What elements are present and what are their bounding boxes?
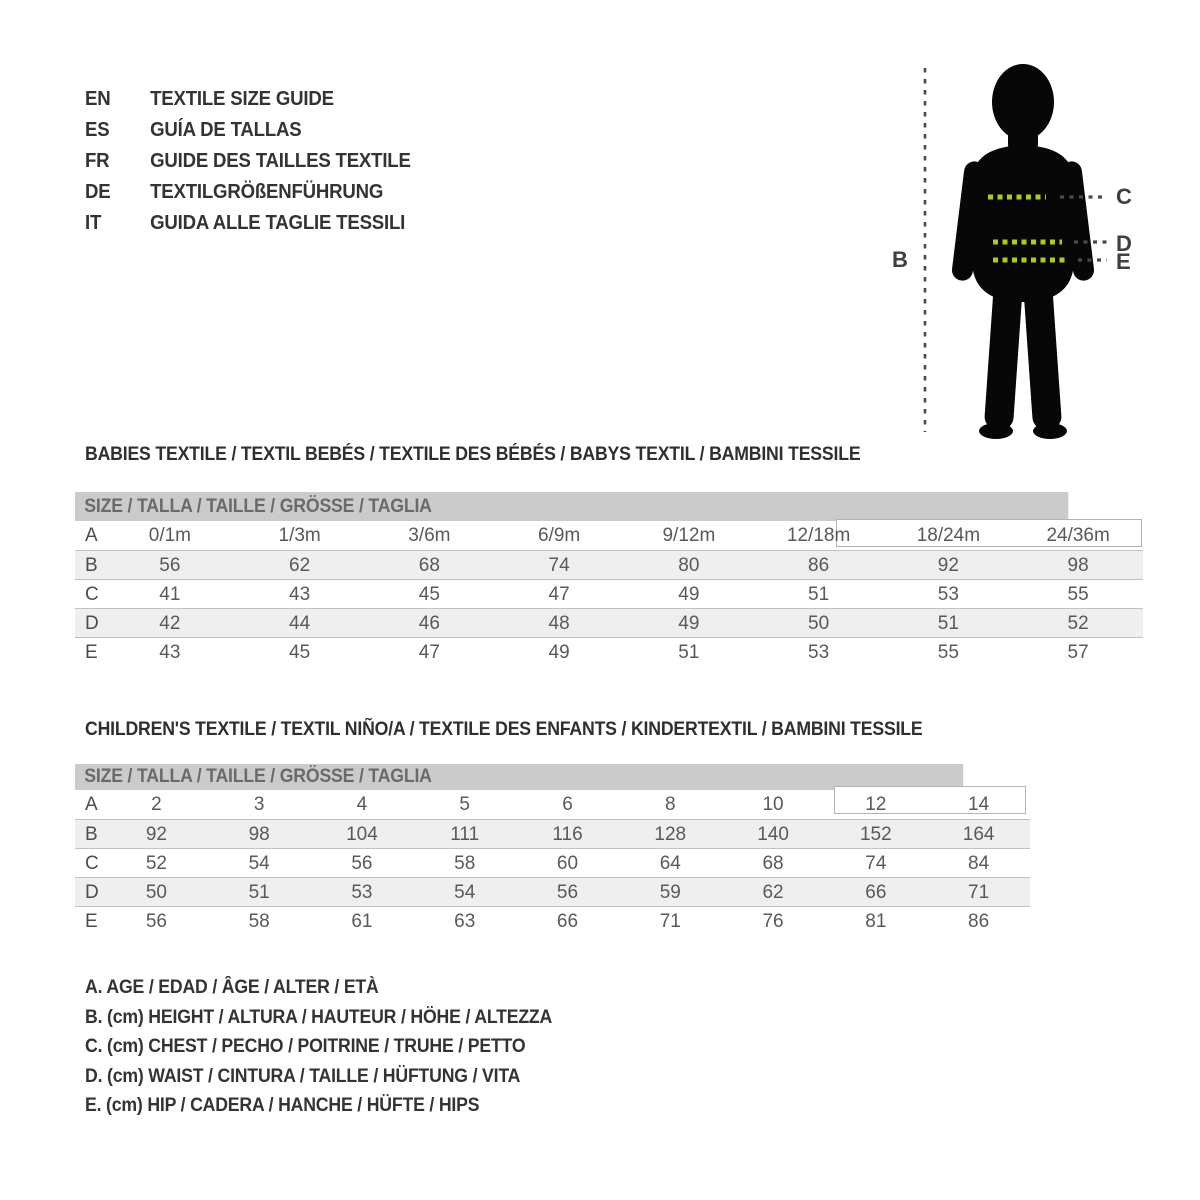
legend-line: C. (cm) CHEST / PECHO / POITRINE / TRUHE / PETTO	[85, 1036, 526, 1057]
size-value-cell: 152	[859, 824, 892, 845]
table-row	[75, 637, 1143, 666]
size-value-cell: 62	[762, 882, 784, 903]
table-row	[75, 819, 1030, 848]
size-value-cell: 62	[289, 555, 311, 576]
size-value-cell: 61	[351, 911, 373, 932]
children-section-heading: CHILDREN'S TEXTILE / TEXTIL NIÑO/A / TEXTILE DES ENFANTS / KINDERTEXTIL / BAMBINI TESSILE	[85, 719, 923, 740]
size-value-cell: 12/18m	[786, 525, 851, 546]
size-value-cell: 53	[937, 584, 959, 605]
size-value-cell: 49	[678, 584, 700, 605]
size-value-cell: 74	[865, 853, 887, 874]
size-value-cell: 164	[962, 824, 995, 845]
size-value-cell: 64	[659, 853, 681, 874]
legend-line: B. (cm) HEIGHT / ALTURA / HAUTEUR / HÖHE / ALTEZZA	[85, 1006, 553, 1028]
size-value-cell: 111	[450, 824, 480, 845]
size-value-cell: 59	[659, 882, 681, 903]
table-row	[75, 877, 1030, 906]
size-value-cell: 66	[556, 911, 579, 932]
table-row	[75, 608, 1143, 637]
size-value-cell: 51	[808, 584, 830, 605]
child-silhouette-diagram	[860, 40, 1200, 460]
size-value-cell: 50	[145, 882, 167, 903]
size-value-cell: 49	[678, 613, 700, 634]
size-value-cell: 56	[351, 853, 373, 874]
child-silhouette-icon	[951, 64, 1095, 439]
size-value-cell: 84	[968, 853, 990, 874]
size-value-cell: 81	[865, 911, 887, 932]
size-value-cell: 24/36m	[1046, 525, 1110, 546]
figure-label-height: B	[892, 247, 908, 272]
language-guide-title: GUIDE DES TAILLES TEXTILE	[150, 150, 411, 172]
size-value-cell: 3/6m	[408, 525, 451, 546]
language-code: IT	[85, 212, 102, 234]
language-title-list	[85, 84, 411, 239]
table-row	[75, 906, 1030, 935]
size-value-cell: 3	[253, 794, 265, 815]
size-value-cell: 68	[418, 555, 440, 576]
size-value-cell: 4	[356, 794, 368, 815]
size-value-cell: 53	[351, 882, 373, 903]
language-guide-title: TEXTILE SIZE GUIDE	[150, 88, 334, 110]
size-value-cell: 6	[562, 794, 573, 815]
size-value-cell: 58	[454, 853, 476, 874]
size-value-cell: 57	[1067, 642, 1089, 663]
size-value-cell: 8	[664, 794, 676, 815]
size-value-cell: 51	[678, 642, 700, 663]
size-value-cell: 54	[248, 853, 270, 874]
row-label: E	[85, 642, 98, 663]
size-value-cell: 50	[808, 613, 830, 634]
size-value-cell: 71	[968, 882, 990, 903]
size-value-cell: 56	[556, 882, 579, 903]
children-highlight-box	[834, 786, 1026, 814]
size-value-cell: 45	[289, 642, 311, 663]
size-value-cell: 51	[937, 613, 959, 634]
size-value-cell: 58	[248, 911, 270, 932]
size-value-cell: 104	[346, 824, 378, 845]
language-row	[85, 115, 411, 146]
size-value-cell: 63	[454, 911, 476, 932]
row-label: B	[85, 824, 98, 845]
row-label: C	[85, 584, 99, 605]
figure-label-waist: D	[1116, 231, 1132, 256]
table-row	[75, 579, 1143, 608]
figure-label-chest: C	[1116, 184, 1132, 209]
size-value-cell: 55	[1067, 584, 1089, 605]
size-value-cell: 54	[454, 882, 476, 903]
babies-size-table	[75, 492, 1143, 666]
row-label: D	[85, 882, 99, 903]
table-row	[75, 848, 1030, 877]
size-value-cell: 76	[762, 911, 784, 932]
size-value-cell: 12	[865, 794, 887, 815]
language-guide-title: GUÍA DE TALLAS	[150, 119, 302, 141]
size-value-cell: 60	[556, 853, 579, 874]
size-value-cell: 98	[1067, 555, 1089, 576]
row-label: B	[85, 555, 98, 576]
size-value-cell: 42	[159, 613, 181, 634]
size-value-cell: 10	[762, 794, 784, 815]
legend-line: A. AGE / EDAD / ÂGE / ALTER / ETÀ	[85, 977, 379, 998]
language-row	[85, 146, 411, 177]
size-value-cell: 48	[548, 613, 570, 634]
language-code: ES	[85, 119, 110, 141]
row-label: C	[85, 853, 99, 874]
language-guide-title: GUIDA ALLE TAGLIE TESSILI	[150, 212, 406, 234]
children-size-table	[75, 764, 1030, 935]
size-value-cell: 74	[548, 555, 570, 576]
legend-line: D. (cm) WAIST / CINTURA / TAILLE / HÜFTUNG / VITA	[85, 1065, 521, 1087]
size-value-cell: 43	[289, 584, 311, 605]
size-value-cell: 46	[418, 613, 440, 634]
row-label: D	[85, 613, 99, 634]
size-value-cell: 52	[145, 853, 167, 874]
size-value-cell: 92	[145, 824, 167, 845]
size-value-cell: 2	[151, 794, 162, 815]
size-value-cell: 1/3m	[278, 525, 321, 546]
row-label: A	[85, 794, 98, 815]
size-value-cell: 140	[757, 824, 789, 845]
size-value-cell: 47	[418, 642, 440, 663]
size-value-cell: 71	[659, 911, 681, 932]
size-value-cell: 86	[968, 911, 990, 932]
language-code: FR	[85, 150, 110, 172]
size-value-cell: 9/12m	[662, 525, 716, 546]
size-value-cell: 116	[552, 824, 583, 845]
size-value-cell: 14	[968, 794, 990, 815]
size-value-cell: 128	[654, 824, 687, 845]
size-value-cell: 92	[937, 555, 959, 576]
row-label: A	[85, 525, 98, 546]
table-row	[75, 550, 1143, 579]
row-label: E	[85, 911, 98, 932]
legend-line: E. (cm) HIP / CADERA / HANCHE / HÜFTE / HIPS	[85, 1095, 480, 1116]
language-row	[85, 208, 411, 239]
size-value-cell: 98	[248, 824, 270, 845]
language-code: DE	[85, 181, 111, 203]
size-value-cell: 6/9m	[538, 525, 581, 546]
babies-section-heading: BABIES TEXTILE / TEXTIL BEBÉS / TEXTILE DES BÉBÉS / BABYS TEXTIL / BAMBINI TESSILE	[85, 444, 861, 465]
size-value-cell: 18/24m	[916, 525, 981, 546]
language-guide-title: TEXTILGRÖßENFÜHRUNG	[150, 181, 384, 203]
size-value-cell: 0/1m	[148, 525, 191, 546]
size-value-cell: 80	[678, 555, 700, 576]
size-value-cell: 56	[145, 911, 167, 932]
children-table-header-band: SIZE / TALLA / TAILLE / GRÖSSE / TAGLIA	[75, 764, 963, 790]
size-value-cell: 52	[1067, 613, 1089, 634]
size-value-cell: 41	[159, 584, 181, 605]
size-value-cell: 68	[762, 853, 784, 874]
language-row	[85, 84, 411, 115]
size-value-cell: 56	[159, 555, 181, 576]
size-value-cell: 86	[808, 555, 830, 576]
measurement-figure	[860, 40, 1200, 460]
size-value-cell: 5	[459, 794, 470, 815]
size-value-cell: 51	[248, 882, 270, 903]
size-value-cell: 47	[548, 584, 570, 605]
size-value-cell: 44	[289, 613, 311, 634]
language-row	[85, 177, 411, 208]
figure-label-hip: E	[1116, 249, 1131, 274]
size-value-cell: 43	[159, 642, 181, 663]
size-value-cell: 53	[808, 642, 830, 663]
size-value-cell: 49	[548, 642, 570, 663]
language-code: EN	[85, 88, 111, 110]
size-value-cell: 66	[865, 882, 887, 903]
size-value-cell: 45	[418, 584, 440, 605]
babies-table-header-band: SIZE / TALLA / TAILLE / GRÖSSE / TAGLIA	[75, 492, 1068, 521]
size-value-cell: 55	[937, 642, 959, 663]
measurement-legend	[85, 973, 552, 1121]
